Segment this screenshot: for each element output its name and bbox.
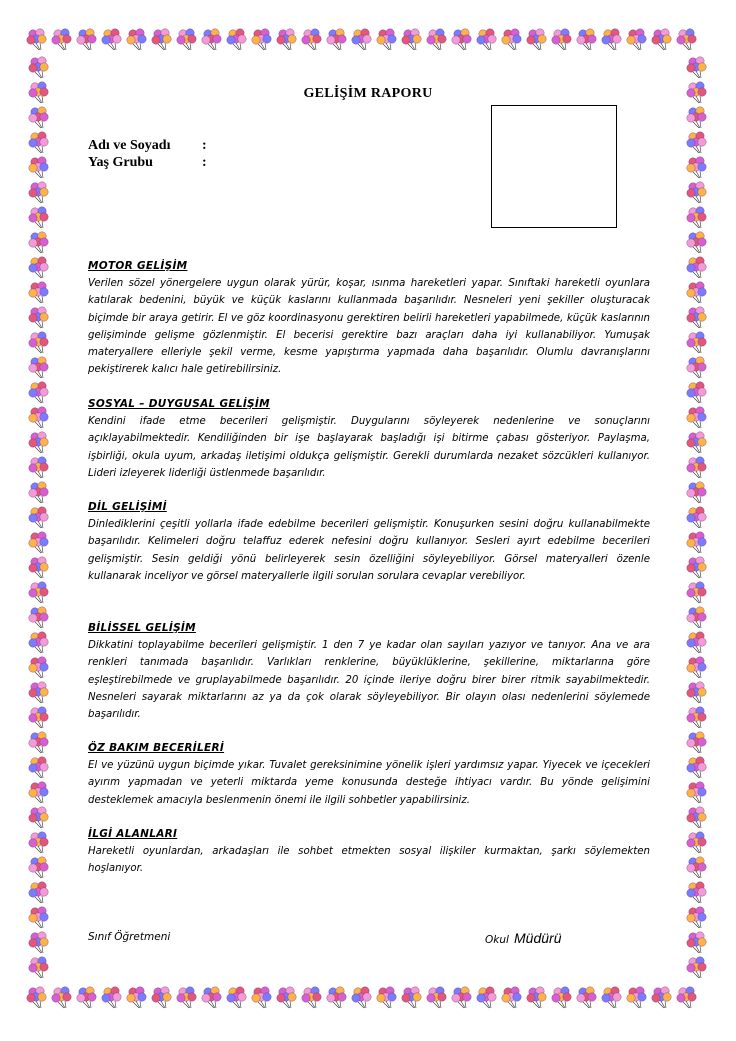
balloon-bunch-icon — [684, 604, 710, 630]
balloon-bunch-icon — [684, 404, 710, 430]
balloon-bunch-icon — [274, 984, 300, 1010]
student-info — [88, 138, 207, 172]
balloon-bunch-icon — [26, 229, 52, 255]
teacher-signature-label: Sınıf Öğretmeni — [88, 931, 171, 943]
balloon-bunch-icon — [26, 429, 52, 455]
balloon-bunch-icon — [124, 984, 150, 1010]
balloon-bunch-icon — [26, 579, 52, 605]
balloon-bunch-icon — [26, 179, 52, 205]
section-heading: MOTOR GELİŞİM — [88, 260, 188, 272]
balloon-bunch-icon — [684, 129, 710, 155]
balloon-bunch-icon — [349, 984, 375, 1010]
balloon-bunch-icon — [26, 129, 52, 155]
section-heading: İLGİ ALANLARI — [88, 828, 178, 840]
balloon-bunch-icon — [684, 879, 710, 905]
age-row — [88, 155, 207, 172]
balloon-bunch-icon — [26, 654, 52, 680]
balloon-bunch-icon — [549, 26, 575, 52]
balloon-bunch-icon — [224, 984, 250, 1010]
section-language — [88, 499, 650, 585]
balloon-border-left — [24, 54, 54, 982]
balloon-bunch-icon — [26, 254, 52, 280]
balloon-bunch-icon — [684, 479, 710, 505]
balloon-bunch-icon — [199, 984, 225, 1010]
balloon-bunch-icon — [149, 26, 175, 52]
balloon-bunch-icon — [99, 984, 125, 1010]
balloon-bunch-icon — [684, 204, 710, 230]
balloon-bunch-icon — [684, 504, 710, 530]
section-text: Dikkatini toplayabilme becerileri gelişmiştir. 1 den 7 ye kadar olan sayıları yazıyor ve tanıyor. Ana ve ara renkleri tanımada başarılıdır. Varlıkları renklerine, büyüklüklerine, şekillerine, miktarlarına göre eşleştirebilmede ve gruplayabilmede başarılıdır. 20 içinde ileriye doğru birer birer ritmik sayabilmektedir. Nesneleri sayarak miktarlarını az ya da çok olarak söyleyebiliyor. Bir olayın olası nedenlerini söylemede başarılıdır. — [88, 640, 650, 721]
balloon-bunch-icon — [684, 529, 710, 555]
principal-signature-label — [485, 928, 561, 947]
balloon-bunch-icon — [684, 279, 710, 305]
balloon-bunch-icon — [684, 179, 710, 205]
principal-label-big: Müdürü — [514, 930, 562, 946]
balloon-bunch-icon — [26, 529, 52, 555]
name-colon: : — [202, 138, 207, 153]
balloon-bunch-icon — [574, 984, 600, 1010]
photo-placeholder — [491, 105, 617, 228]
balloon-bunch-icon — [324, 984, 350, 1010]
balloon-bunch-icon — [399, 984, 425, 1010]
balloon-bunch-icon — [99, 26, 125, 52]
balloon-bunch-icon — [26, 479, 52, 505]
principal-label-small: Okul — [485, 934, 509, 946]
balloon-bunch-icon — [684, 954, 710, 980]
balloon-bunch-icon — [684, 704, 710, 730]
balloon-bunch-icon — [684, 104, 710, 130]
balloon-bunch-icon — [474, 984, 500, 1010]
balloon-bunch-icon — [49, 984, 75, 1010]
balloon-bunch-icon — [399, 26, 425, 52]
balloon-bunch-icon — [374, 26, 400, 52]
balloon-bunch-icon — [26, 754, 52, 780]
balloon-bunch-icon — [26, 604, 52, 630]
balloon-bunch-icon — [199, 26, 225, 52]
balloon-border-right — [682, 54, 712, 982]
balloon-bunch-icon — [26, 554, 52, 580]
name-label: Adı ve Soyadı — [88, 138, 171, 153]
balloon-bunch-icon — [299, 26, 325, 52]
balloon-bunch-icon — [26, 354, 52, 380]
balloon-bunch-icon — [26, 804, 52, 830]
balloon-bunch-icon — [26, 629, 52, 655]
balloon-bunch-icon — [684, 154, 710, 180]
balloon-bunch-icon — [624, 26, 650, 52]
balloon-bunch-icon — [324, 26, 350, 52]
balloon-bunch-icon — [249, 26, 275, 52]
balloon-bunch-icon — [684, 929, 710, 955]
balloon-bunch-icon — [599, 26, 625, 52]
page-title: GELİŞİM RAPORU — [303, 86, 433, 101]
balloon-bunch-icon — [474, 26, 500, 52]
balloon-bunch-icon — [24, 26, 50, 52]
balloon-bunch-icon — [26, 304, 52, 330]
balloon-bunch-icon — [649, 984, 675, 1010]
balloon-bunch-icon — [26, 704, 52, 730]
balloon-bunch-icon — [26, 54, 52, 80]
section-heading: SOSYAL – DUYGUSAL GELİŞİM — [88, 398, 270, 410]
section-heading: BİLİSSEL GELİŞİM — [88, 622, 196, 634]
balloon-bunch-icon — [684, 804, 710, 830]
balloon-bunch-icon — [684, 854, 710, 880]
balloon-bunch-icon — [684, 579, 710, 605]
balloon-bunch-icon — [449, 984, 475, 1010]
section-text: Hareketli oyunlardan, arkadaşları ile sohbet etmekten sosyal ilişkiler kurmaktan, şarkı söylemekten hoşlanıyor. — [88, 846, 650, 875]
balloon-bunch-icon — [684, 829, 710, 855]
section-interests — [88, 826, 650, 878]
balloon-bunch-icon — [684, 554, 710, 580]
section-social — [88, 396, 650, 482]
balloon-bunch-icon — [26, 279, 52, 305]
balloon-bunch-icon — [26, 779, 52, 805]
balloon-bunch-icon — [26, 204, 52, 230]
balloon-bunch-icon — [684, 329, 710, 355]
balloon-bunch-icon — [684, 904, 710, 930]
balloon-bunch-icon — [599, 984, 625, 1010]
balloon-bunch-icon — [684, 454, 710, 480]
balloon-bunch-icon — [684, 679, 710, 705]
balloon-bunch-icon — [574, 26, 600, 52]
balloon-bunch-icon — [26, 729, 52, 755]
age-colon: : — [202, 155, 207, 170]
section-heading: ÖZ BAKIM BECERİLERİ — [88, 742, 225, 754]
balloon-bunch-icon — [74, 984, 100, 1010]
balloon-bunch-icon — [26, 879, 52, 905]
age-label: Yaş Grubu — [88, 155, 153, 170]
balloon-bunch-icon — [449, 26, 475, 52]
balloon-bunch-icon — [684, 354, 710, 380]
balloon-bunch-icon — [26, 829, 52, 855]
balloon-bunch-icon — [684, 304, 710, 330]
balloon-bunch-icon — [274, 26, 300, 52]
section-heading: DİL GELİŞİMİ — [88, 501, 167, 513]
balloon-bunch-icon — [684, 254, 710, 280]
balloon-bunch-icon — [74, 26, 100, 52]
balloon-bunch-icon — [249, 984, 275, 1010]
section-text: Verilen sözel yönergelere uygun olarak yürür, koşar, ısınma hareketleri yapar. Sınıftaki hareketli oyunlara katılarak bedenini, büyük ve küçük kaslarını kullanmada başarılıdır. Nesneleri yeni şekiller oluşturacak biçimde bir araya getirir. El ve göz koordinasyonu gerektiren belirli hareketleri yapabilmede, küçük kaslarının gelişiminde gelişme gözlenmiştir. El becerisi gerektire bazı araçları daha iyi kullanabiliyor. Yumuşak materyallere elleriyle şekil verme, kesme yapıştırma yapmada daha başarılıdır. Olumlu davranışlarını pekiştirerek kalıcı hale getirebilirsiniz. — [88, 278, 650, 376]
balloon-bunch-icon — [26, 679, 52, 705]
balloon-bunch-icon — [674, 984, 700, 1010]
balloon-bunch-icon — [684, 429, 710, 455]
balloon-bunch-icon — [26, 104, 52, 130]
balloon-bunch-icon — [26, 454, 52, 480]
balloon-bunch-icon — [124, 26, 150, 52]
balloon-bunch-icon — [684, 629, 710, 655]
balloon-bunch-icon — [174, 26, 200, 52]
balloon-bunch-icon — [374, 984, 400, 1010]
balloon-bunch-icon — [684, 229, 710, 255]
section-selfcare — [88, 740, 650, 809]
balloon-bunch-icon — [649, 26, 675, 52]
section-cognitive — [88, 620, 650, 723]
balloon-bunch-icon — [684, 754, 710, 780]
name-row — [88, 138, 207, 155]
balloon-bunch-icon — [26, 154, 52, 180]
balloon-bunch-icon — [549, 984, 575, 1010]
balloon-bunch-icon — [24, 984, 50, 1010]
balloon-bunch-icon — [624, 984, 650, 1010]
section-motor — [88, 258, 650, 378]
section-text: Kendini ifade etme becerileri gelişmiştir. Duygularını söyleyerek nedenlerine ve sonuçlarını açıklayabilmektedir. Kendiliğinden bir işe başlayarak başladığı işi bitirme çabası gösteriyor. Paylaşma, işbirliği, okula uyum, arkadaş iletişimi oldukça gelişmiştir. Gerekli durumlarda nezaket sözcükleri kullanıyor. Lideri izleyerek liderliği üstlenmede başarılıdır. — [88, 416, 650, 479]
balloon-bunch-icon — [684, 54, 710, 80]
balloon-bunch-icon — [684, 654, 710, 680]
balloon-bunch-icon — [684, 379, 710, 405]
section-text: Dinlediklerini çeşitli yollarla ifade edebilme becerileri gelişmiştir. Konuşurken sesini doğru kullanabilmekte başarılıdır. Kelimeleri doğru telaffuz ederek nefesini doğru kullanıyor. Sesleri ayırt edebilme becerileri gelişmiştir. Sesin geldiği yönü belirleyerek sesin özelliğini söyleyebiliyor. Görsel materyalleri özenle kullanarak inceliyor ve görsel materyallerle ilgili sorulan sorulara cevaplar verebiliyor. — [88, 519, 650, 582]
balloon-bunch-icon — [26, 929, 52, 955]
balloon-bunch-icon — [49, 26, 75, 52]
balloon-bunch-icon — [424, 984, 450, 1010]
balloon-bunch-icon — [524, 26, 550, 52]
balloon-bunch-icon — [684, 729, 710, 755]
balloon-bunch-icon — [149, 984, 175, 1010]
balloon-bunch-icon — [499, 984, 525, 1010]
balloon-bunch-icon — [674, 26, 700, 52]
balloon-bunch-icon — [499, 26, 525, 52]
balloon-bunch-icon — [26, 904, 52, 930]
balloon-bunch-icon — [349, 26, 375, 52]
balloon-bunch-icon — [26, 854, 52, 880]
balloon-bunch-icon — [524, 984, 550, 1010]
balloon-bunch-icon — [26, 954, 52, 980]
balloon-bunch-icon — [26, 379, 52, 405]
balloon-bunch-icon — [224, 26, 250, 52]
balloon-bunch-icon — [424, 26, 450, 52]
balloon-bunch-icon — [26, 404, 52, 430]
balloon-bunch-icon — [174, 984, 200, 1010]
balloon-bunch-icon — [299, 984, 325, 1010]
balloon-border-top — [24, 24, 712, 54]
balloon-bunch-icon — [26, 329, 52, 355]
section-text: El ve yüzünü uygun biçimde yıkar. Tuvalet gereksinimine yönelik işleri yardımsız yapar. Yiyecek ve içecekleri ayırım yapmadan ve yeterli miktarda yeme konusunda desteğe ihtiyacı vardır. Bu yönde gelişimini desteklemek amacıyla beslenmenin önemi ile ilgili sohbetler yapabilirsiniz. — [88, 760, 650, 806]
balloon-bunch-icon — [684, 779, 710, 805]
balloon-border-bottom — [24, 982, 712, 1012]
balloon-bunch-icon — [26, 504, 52, 530]
